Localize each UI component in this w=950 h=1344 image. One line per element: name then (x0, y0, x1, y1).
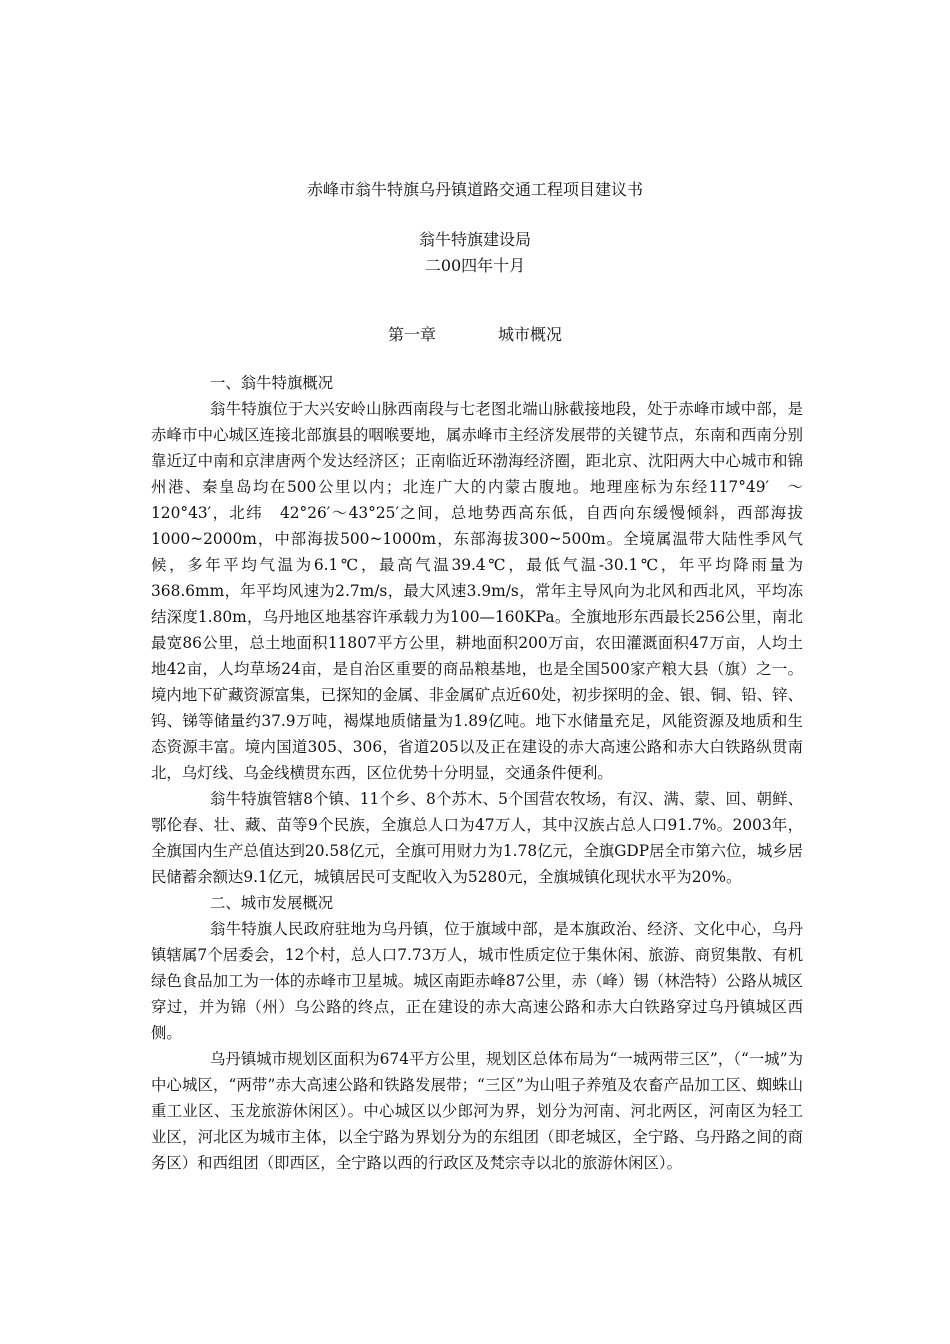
chapter-name: 城市概况 (498, 325, 563, 344)
document-title: 赤峰市翁牛特旗乌丹镇道路交通工程项目建议书 (306, 180, 643, 199)
section-paragraph: 翁牛特旗位于大兴安岭山脉西南段与七老图北端山脉截接地段，处于赤峰市域中部，是赤峰市中心城区连接北部旗县的咽喉要地，属赤峰市主经济发展带的关键节点，东南和西南分别靠近辽中南和京津唐两个发达经济区；正南临近环渤海经济圈，距北京、沈阳两大中心城市和锦州港、秦皇岛均在500公里以内；北连广大的内蒙古腹地。地理座标为东经117°49′ ～120°43′，北纬 42°26′～43°25′之间，总地势西高东低，自西向东缓慢倾斜，西部海拔1000~2000m，中部海拔500~1000m，东部海拔300~500m。全境属温带大陆性季风气候，多年平均气温为6.1℃，最高气温39.4℃，最低气温-30.1℃，年平均降雨量为368.6mm，年平均风速为2.7m/s，最大风速3.9m/s，常年主导风向为北风和西北风，平均冻结深度1.80m，乌丹地区地基容许承载力为100—160KPa。全旗地形东西最长256公里，南北最宽86公里，总土地面积11807平方公里，耕地面积200万亩，农田灌溉面积47万亩，人均土地42亩，人均草场24亩，是自治区重要的商品粮基地，也是全国500家产粮大县（旗）之一。境内地下矿藏资源富集，已探知的金属、非金属矿点近60处，初步探明的金、银、铜、铅、锌、钨、锑等储量约37.9万吨，褐煤地质储量为1.89亿吨。地下水储量充足，风能资源及地质和生态资源丰富。境内国道305、306，省道205以及正在建设的赤大高速公路和赤大白铁路纵贯南北，乌灯线、乌金线横贯东西，区位优势十分明显，交通条件便利。 (151, 400, 803, 782)
section-paragraph: 翁牛特旗管辖8个镇、11个乡、8个苏木、5个国营农牧场，有汉、满、蒙、回、朝鲜、鄂伦春、壮、藏、苗等9个民族，全旗总人口为47万人，其中汉族占总人口91.7%。2003年，全旗国内生产总值达到20.58亿元，全旗可用财力为1.78亿元，全旗GDP居全市第六位，城乡居民储蓄余额达9.1亿元，城镇居民可支配收入为5280元，全旗城镇化现状水平为20%。 (151, 790, 803, 886)
section-paragraph: 翁牛特旗人民政府驻地为乌丹镇，位于旗域中部，是本旗政治、经济、文化中心，乌丹镇辖属7个居委会，12个村，总人口7.73万人，城市性质定位于集休闲、旅游、商贸集散、有机绿色食品加工为一体的赤峰市卫星城。城区南距赤峰87公里，赤（峰）锡（林浩特）公路从城区穿过，并为锦（州）乌公路的终点，正在建设的赤大高速公路和赤大白铁路穿过乌丹镇城区西侧。 (151, 920, 803, 1042)
section-heading: 二、城市发展概况 (210, 894, 334, 912)
section-paragraph: 乌丹镇城市规划区面积为674平方公里，规划区总体布局为“一城两带三区”，（“一城”为中心城区，“两带”赤大高速公路和铁路发展带；“三区”为山咀子养殖及农畜产品加工区、蜘蛛山重工业区、玉龙旅游休闲区）。中心城区以少郎河为界，划分为河南、河北两区，河南区为轻工业区，河北区为城市主体，以全宁路为界划分为的东组团（即老城区，全宁路、乌丹路之间的商务区）和西组团（即西区，全宁路以西的行政区及梵宗寺以北的旅游休闲区）。 (151, 1050, 803, 1172)
chapter-heading (0, 324, 950, 346)
issuing-organization: 翁牛特旗建设局 (418, 230, 531, 249)
section-heading: 一、翁牛特旗概况 (210, 374, 334, 392)
issue-date: 二00四年十月 (424, 256, 526, 275)
document-body (151, 370, 803, 1176)
chapter-number: 第一章 (387, 325, 436, 344)
